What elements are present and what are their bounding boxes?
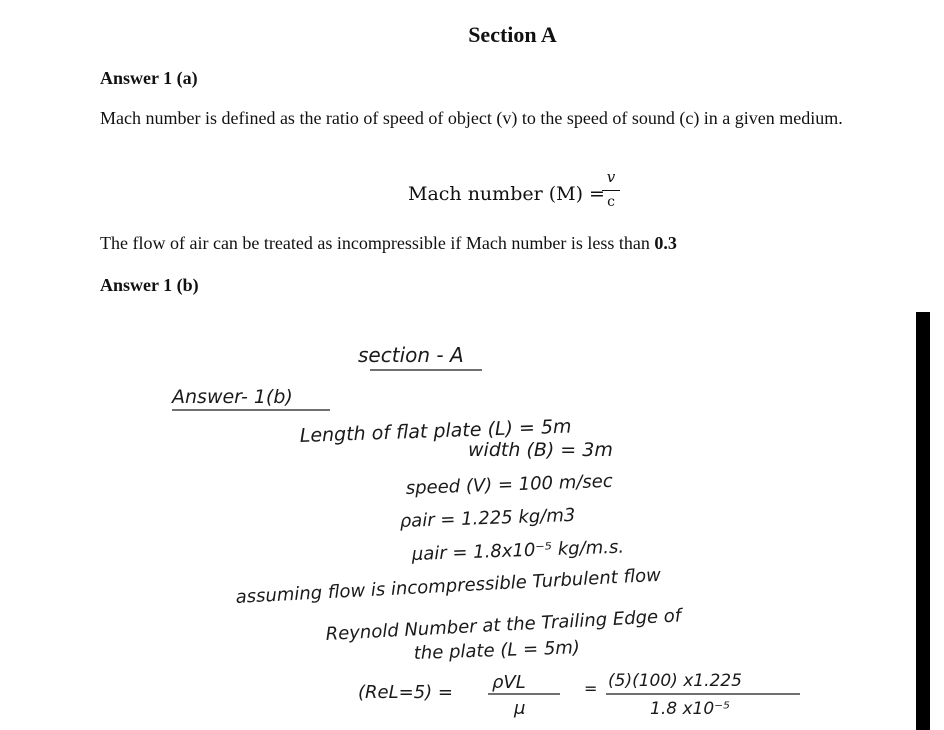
incompressible-text: The flow of air can be treated as incompressible if Mach number is less than [100, 233, 655, 253]
hw-section-title: section - A [358, 343, 464, 367]
hw-line-width: width (B) = 3m [468, 439, 613, 461]
hw-line-assumption: assuming flow is incompressible Turbulent flow [235, 564, 662, 608]
mach-threshold: 0.3 [654, 233, 677, 253]
formula-lhs: Mach number (M) = [408, 183, 605, 205]
hw-eq-mid-denominator: μ [514, 698, 526, 719]
hw-line-density: ρair = 1.225 kg/m3 [399, 504, 576, 532]
hw-eq-mid-numerator: ρVL [492, 672, 526, 693]
hw-line-reynolds: Reynold Number at the Trailing Edge of [325, 605, 682, 645]
formula-numerator: v [606, 168, 616, 186]
hw-line-speed: speed (V) = 100 m/sec [405, 470, 614, 499]
answer-1b-heading: Answer 1 (b) [100, 275, 199, 295]
hw-eq-rhs-denominator: 1.8 x10⁻⁵ [650, 699, 730, 719]
hw-eq-rhs-numerator: (5)(100) x1.225 [608, 671, 742, 691]
mach-definition: Mach number is defined as the ratio of speed of object (v) to the speed of sound (c) in a given medium. [100, 108, 843, 128]
hw-line-length: Length of flat plate (L) = 5m [299, 415, 572, 447]
hw-line-viscosity: μair = 1.8x10⁻⁵ kg/m.s. [411, 536, 625, 565]
answer-1a-heading: Answer 1 (a) [100, 68, 198, 88]
hw-line-plate: the plate (L = 5m) [413, 637, 581, 664]
hw-eq-equals: = [584, 679, 598, 698]
hw-eq-lhs: (ReL=5) = [358, 682, 453, 703]
hw-answer-label: Answer- 1(b) [172, 386, 293, 408]
formula-denominator: c [607, 194, 615, 210]
section-title: Section A [468, 22, 557, 47]
